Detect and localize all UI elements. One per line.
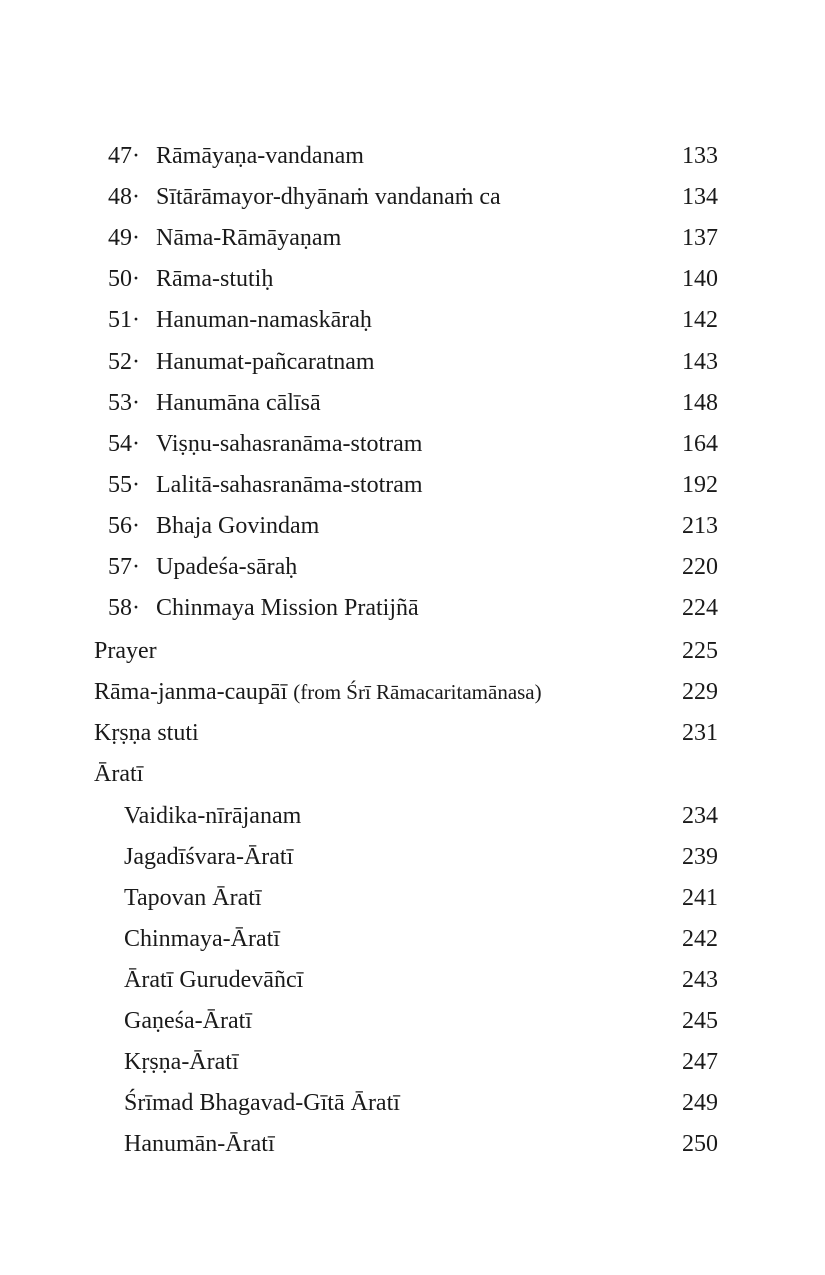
entry-number: 50·	[108, 266, 140, 293]
toc-subentry[interactable]	[94, 1124, 718, 1165]
entry-number: 54·	[108, 430, 140, 457]
toc-entry-rama-janma-caupai[interactable]	[94, 672, 718, 713]
entry-page-number: 249	[682, 1090, 718, 1117]
toc-entry-55[interactable]	[94, 465, 718, 506]
entry-title: Jagadīśvara-Āratī	[124, 843, 294, 870]
entry-title: Tapovan Āratī	[124, 884, 262, 911]
toc-section-arati[interactable]	[94, 754, 718, 795]
entry-page-number: 133	[682, 143, 718, 170]
entry-page-number: 231	[682, 720, 718, 747]
entry-title: Rāma-janma-caupāī	[94, 679, 288, 706]
toc-subentry[interactable]	[94, 796, 718, 837]
entry-title: Rāma-stutiḥ	[156, 266, 274, 293]
toc-entry-50[interactable]	[94, 259, 718, 300]
entry-title: Kṛṣṇa stuti	[94, 720, 199, 747]
toc-entry-57[interactable]	[94, 547, 718, 588]
entry-number: 58·	[108, 595, 140, 622]
entry-title: Chinmaya-Āratī	[124, 925, 280, 952]
toc-subentry[interactable]	[94, 960, 718, 1001]
toc-entry-51[interactable]	[94, 300, 718, 341]
entry-title: Hanumāna cālīsā	[156, 389, 321, 416]
table-of-contents	[94, 136, 718, 1165]
section-heading: Āratī	[94, 761, 144, 788]
entry-page-number: 134	[682, 184, 718, 211]
entry-page-number: 241	[682, 884, 718, 911]
toc-subentry[interactable]	[94, 878, 718, 919]
toc-subentry[interactable]	[94, 919, 718, 960]
toc-subentry[interactable]	[94, 1042, 718, 1083]
entry-title: Nāma-Rāmāyaṇam	[156, 225, 342, 252]
entry-title: Prayer	[94, 638, 157, 665]
entry-page-number: 142	[682, 307, 718, 334]
entry-number: 51·	[108, 307, 140, 334]
entry-page-number: 234	[682, 802, 718, 829]
entry-title: Āratī Gurudevāñcī	[124, 966, 304, 993]
entry-page-number: 192	[682, 471, 718, 498]
toc-entry-58[interactable]	[94, 588, 718, 629]
entry-page-number: 242	[682, 925, 718, 952]
toc-entry-52[interactable]	[94, 341, 718, 382]
entry-number: 52·	[108, 348, 140, 375]
entry-page-number: 229	[682, 679, 718, 706]
toc-entry-56[interactable]	[94, 506, 718, 547]
toc-entry-prayer[interactable]	[94, 631, 718, 672]
entry-title: Viṣṇu-sahasranāma-stotram	[156, 430, 423, 457]
entry-page-number: 250	[682, 1131, 718, 1158]
toc-entry-53[interactable]	[94, 383, 718, 424]
entry-page-number: 213	[682, 512, 718, 539]
toc-entry-49[interactable]	[94, 218, 718, 259]
entry-number: 53·	[108, 389, 140, 416]
entry-page-number: 224	[682, 595, 718, 622]
entry-number: 48·	[108, 184, 140, 211]
toc-subentry[interactable]	[94, 1001, 718, 1042]
entry-title: Kṛṣṇa-Āratī	[124, 1049, 239, 1076]
toc-subentry[interactable]	[94, 837, 718, 878]
entry-title: Hanumān-Āratī	[124, 1131, 275, 1158]
entry-page-number: 225	[682, 638, 718, 665]
entry-number: 57·	[108, 553, 140, 580]
entry-number: 56·	[108, 512, 140, 539]
entry-page-number: 137	[682, 225, 718, 252]
entry-page-number: 245	[682, 1008, 718, 1035]
entry-title: Hanuman-namaskāraḥ	[156, 307, 372, 334]
entry-title: Upadeśa-sāraḥ	[156, 553, 298, 580]
entry-title: Sītārāmayor-dhyānaṁ vandanaṁ ca	[156, 184, 501, 211]
entry-title: Hanumat-pañcaratnam	[156, 348, 375, 375]
entry-title: Rāmāyaṇa-vandanam	[156, 143, 364, 170]
entry-page-number: 143	[682, 348, 718, 375]
toc-entry-54[interactable]	[94, 424, 718, 465]
entry-title: Vaidika-nīrājanam	[124, 802, 302, 829]
toc-entry-krsna-stuti[interactable]	[94, 713, 718, 754]
entry-page-number: 164	[682, 430, 718, 457]
toc-subentry[interactable]	[94, 1083, 718, 1124]
entry-number: 49·	[108, 225, 140, 252]
entry-page-number: 247	[682, 1049, 718, 1076]
entry-page-number: 140	[682, 266, 718, 293]
entry-title: Gaṇeśa-Āratī	[124, 1008, 252, 1035]
entry-title: Śrīmad Bhagavad-Gītā Āratī	[124, 1090, 400, 1117]
entry-source-note: (from Śrī Rāmacaritamānasa)	[293, 680, 542, 705]
entry-title-group	[94, 672, 542, 713]
entry-title: Lalitā-sahasranāma-stotram	[156, 471, 423, 498]
entry-page-number: 148	[682, 389, 718, 416]
entry-page-number: 239	[682, 843, 718, 870]
entry-number: 55·	[108, 471, 140, 498]
toc-entry-47[interactable]	[94, 136, 718, 177]
entry-title: Bhaja Govindam	[156, 512, 320, 539]
entry-title: Chinmaya Mission Pratijñā	[156, 595, 419, 622]
entry-page-number: 243	[682, 966, 718, 993]
entry-page-number: 220	[682, 553, 718, 580]
toc-entry-48[interactable]	[94, 177, 718, 218]
entry-number: 47·	[108, 143, 140, 170]
